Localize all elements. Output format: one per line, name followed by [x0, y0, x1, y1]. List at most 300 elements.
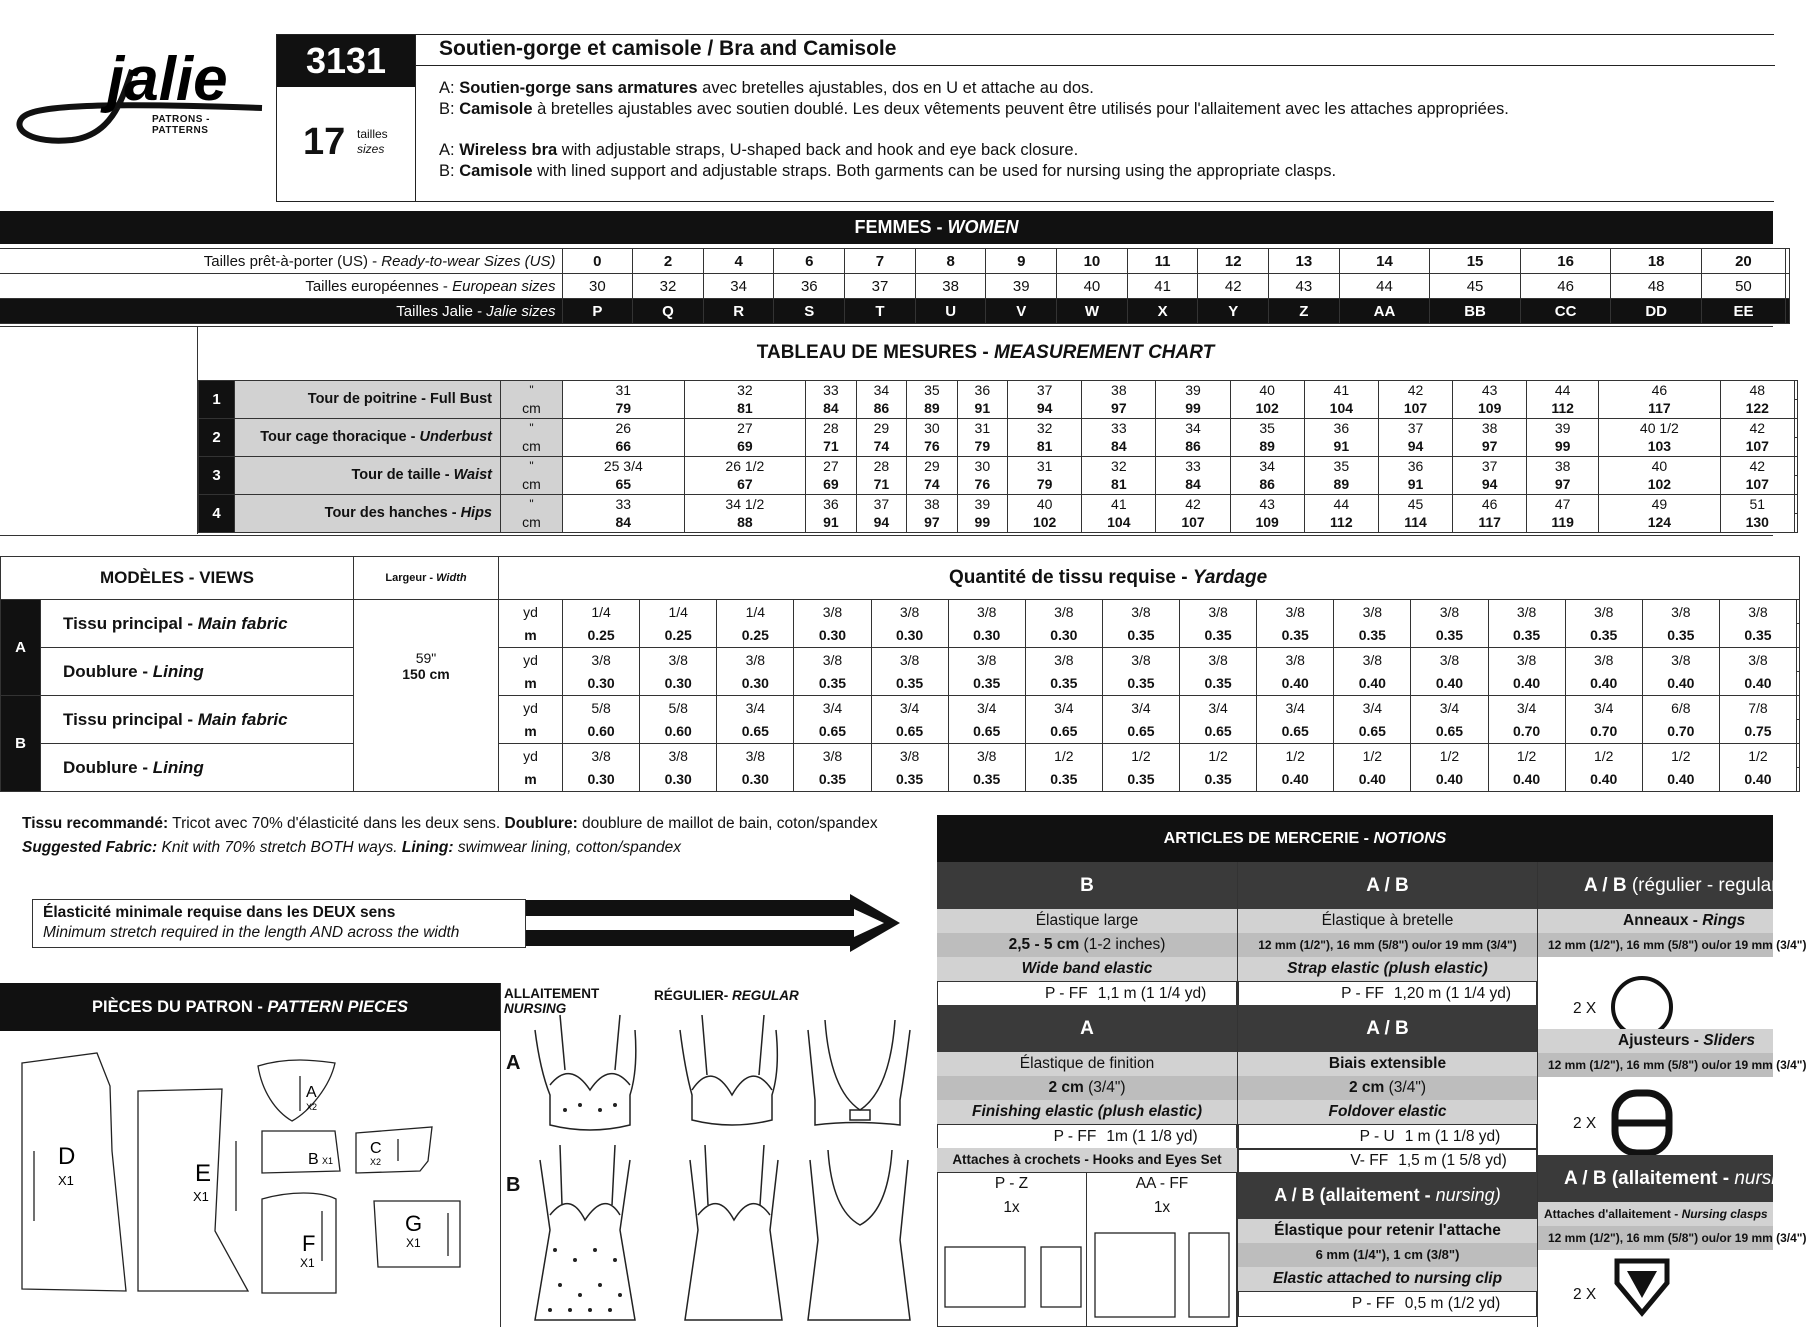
- measurement-inch: 35: [907, 381, 957, 400]
- piece-g-label: G: [405, 1211, 423, 1236]
- measurement-inch: 51: [1720, 495, 1794, 514]
- yardage-header: [1, 557, 1800, 600]
- bra-nursing-body: [535, 1030, 636, 1130]
- measurement-inch: 40 1/2: [1599, 419, 1721, 438]
- yardage-m: 0.70: [1565, 720, 1642, 744]
- yardage-m: 0.40: [1565, 768, 1642, 792]
- measurement-cm: 71: [856, 476, 906, 495]
- yardage-row-m: m 0.30 0.30 0.30 0.35 0.35 0.35 0.35 0.35 0.35 0.40 0.40 0.40 0.40 0.40 0.40 0.40: [1, 672, 1800, 696]
- yardage-yd: 3/4: [948, 696, 1025, 720]
- yardage-m: 0.70: [1488, 720, 1565, 744]
- size-cell: 12: [1198, 249, 1269, 274]
- pattern-title: Soutien-gorge et camisole / Bra and Camisole: [439, 37, 897, 60]
- yardage-yd: 3/4: [1180, 696, 1257, 720]
- yardage-row: B Tissu principal - Main fabric yd 5/8 5/8 3/4 3/4 3/4 3/4 3/4 3/4 3/4 3/4 3/4 3/4 3/4 3/4 6/8 7/8: [1, 696, 1800, 720]
- yardage-m: 0.75: [1719, 720, 1796, 744]
- measurement-row-cm: cm 66 69 71 74 76 79 81 84 86 89 91 94 97 99 103 107: [199, 438, 1798, 457]
- yardage-yd: 3/8: [1565, 600, 1642, 624]
- yardage-yd: 3/8: [563, 744, 640, 768]
- measurement-cm: 69: [806, 476, 856, 495]
- piece-e-count: X1: [193, 1189, 209, 1204]
- fabric-recommendation-en: Suggested Fabric: Knit with 70% stretch BOTH ways. Lining: swimwear lining, cotton/spandex: [22, 839, 681, 856]
- measurement-row-label: Tour cage thoracique - Underbust: [235, 419, 501, 457]
- yardage-m: 0.35: [1565, 624, 1642, 648]
- piece-a-label: A: [306, 1084, 317, 1101]
- yardage-m: 0.65: [871, 720, 948, 744]
- yardage-row-m: m 0.60 0.60 0.65 0.65 0.65 0.65 0.65 0.65 0.65 0.65 0.65 0.65 0.70 0.70 0.70 0.75: [1, 720, 1800, 744]
- yardage-m: 0.30: [563, 672, 640, 696]
- yardage-yd: 3/8: [1719, 648, 1796, 672]
- measurement-row-number: 4: [199, 495, 235, 533]
- size-cell: 37: [845, 274, 916, 299]
- measurement-table: [198, 380, 1798, 533]
- header-box: [276, 34, 1774, 202]
- yardage-m: 0.65: [1257, 720, 1334, 744]
- yardage-m: 0.25: [717, 624, 794, 648]
- size-cell: 0: [562, 249, 633, 274]
- piece-c-label: C: [370, 1140, 382, 1157]
- measurement-inch: 38: [1082, 381, 1156, 400]
- yardage-yd: 1/2: [1565, 744, 1642, 768]
- measurement-cm: 102: [1230, 400, 1304, 419]
- yardage-m: 0.35: [1180, 768, 1257, 792]
- yardage-m: 0.35: [948, 672, 1025, 696]
- measurement-cm: 130: [1720, 514, 1794, 533]
- sizes-label-fr: tailles: [357, 127, 388, 141]
- size-cell: AA: [1339, 299, 1430, 324]
- measurement-inch: 36: [806, 495, 856, 514]
- size-cell: 6: [774, 249, 845, 274]
- notion-col1-head: B: [937, 862, 1237, 909]
- piece-d-label: D: [58, 1143, 76, 1170]
- yardage-m: 0.65: [1411, 720, 1488, 744]
- yardage-m: 0.35: [1411, 624, 1488, 648]
- piece-a-outline: [258, 1060, 335, 1121]
- stretch-arrow-icon: [526, 894, 900, 953]
- yardage-m: 0.40: [1719, 672, 1796, 696]
- size-cell: 2: [633, 249, 704, 274]
- size-row-label: Tailles Jalie - Jalie sizes: [0, 299, 562, 324]
- measurement-inch: 33: [806, 381, 856, 400]
- yardage-m: 0.35: [871, 768, 948, 792]
- size-cell: 30: [562, 274, 633, 299]
- sizes-label-en: sizes: [357, 142, 385, 156]
- measurement-inch: 37: [856, 495, 906, 514]
- measurement-cm: 94: [1008, 400, 1082, 419]
- fabric-width: 59" 150 cm: [354, 600, 499, 792]
- yardage-yd: 3/8: [1180, 648, 1257, 672]
- nursing-label: ALLAITEMENT NURSING: [504, 986, 600, 1016]
- measurement-cm: 107: [1720, 438, 1794, 457]
- yardage-yd: 3/8: [948, 744, 1025, 768]
- yardage-m: 0.35: [1257, 624, 1334, 648]
- yardage-m: 0.35: [1488, 624, 1565, 648]
- width-heading: Largeur - Width: [354, 557, 499, 600]
- size-cell: EE: [1701, 299, 1785, 324]
- measurement-cm: 112: [1304, 514, 1378, 533]
- measurement-inch: 25 3/4: [563, 457, 685, 476]
- size-cell: Z: [1269, 299, 1340, 324]
- piece-b-count: X1: [322, 1156, 334, 1166]
- measurement-cm: 107: [1378, 400, 1452, 419]
- measurement-cm: 74: [856, 438, 906, 457]
- measurement-heading: TABLEAU DE MESURES - MEASUREMENT CHART: [756, 342, 1215, 363]
- yardage-m: 0.65: [1102, 720, 1179, 744]
- measurement-cm: 86: [1230, 476, 1304, 495]
- measurement-cm: 109: [1453, 400, 1527, 419]
- yardage-m: 0.30: [794, 624, 871, 648]
- yardage-yd: 3/8: [794, 600, 871, 624]
- measurement-inch: 44: [1304, 495, 1378, 514]
- pattern-number: 3131: [277, 35, 415, 87]
- measurement-row-cm: cm 65 67 69 71 74 76 79 81 84 86 89 91 94 97 102 107: [199, 476, 1798, 495]
- measurement-inch: 42: [1720, 457, 1794, 476]
- piece-c-count: X2: [370, 1157, 382, 1167]
- yardage-m: 0.40: [1257, 672, 1334, 696]
- measurement-inch: 36: [1304, 419, 1378, 438]
- measurement-inch: 37: [1378, 419, 1452, 438]
- measurement-inch: 41: [1304, 381, 1378, 400]
- yardage-m: 0.40: [1411, 768, 1488, 792]
- size-row-label: Tailles prêt-à-porter (US) - Ready-to-wear Sizes (US): [0, 249, 562, 274]
- size-cell: 13: [1269, 249, 1340, 274]
- views-heading: MODÈLES - VIEWS: [1, 557, 354, 600]
- measurement-inch: 26 1/2: [684, 457, 806, 476]
- measurement-inch: 37: [1008, 381, 1082, 400]
- measurement-inch: 38: [1527, 457, 1599, 476]
- measurement-cm: 76: [957, 476, 1007, 495]
- yardage-yd: 3/4: [1488, 696, 1565, 720]
- piece-b-label: B: [308, 1151, 319, 1168]
- measurement-inch: 34: [1230, 457, 1304, 476]
- size-cell: 18: [1611, 249, 1702, 274]
- illus-row-b: B: [506, 1174, 521, 1196]
- measurement-row-number: 3: [199, 457, 235, 495]
- measurement-inch: 32: [1008, 419, 1082, 438]
- yardage-row-label: Doublure - Lining: [41, 744, 354, 792]
- measurement-cm: 88: [684, 514, 806, 533]
- yardage-m: 0.40: [1719, 768, 1796, 792]
- measurement-row: 3 Tour de taille - Waist " 25 3/4 26 1/2 27 28 29 30 31 32 33 34 35 36 37 38 40 42: [199, 457, 1798, 476]
- measurement-cm: 104: [1304, 400, 1378, 419]
- yardage-yd: 3/8: [1102, 600, 1179, 624]
- measurement-row-cm: cm 79 81 84 86 89 91 94 97 99 102 104 107 109 112 117 122: [199, 400, 1798, 419]
- yardage-yd: 1/2: [1334, 744, 1411, 768]
- yardage-heading: Quantité de tissu requise - Yardage: [499, 557, 1800, 600]
- measurement-inch: 36: [1378, 457, 1452, 476]
- yardage-m: 0.40: [1334, 768, 1411, 792]
- yardage-yd: 3/4: [717, 696, 794, 720]
- yardage-m: 0.35: [1180, 624, 1257, 648]
- measurement-cm: 81: [1082, 476, 1156, 495]
- yardage-m: 0.65: [1334, 720, 1411, 744]
- measurement-cm: 84: [563, 514, 685, 533]
- size-cell: 10: [1057, 249, 1128, 274]
- measurement-cm: 109: [1230, 514, 1304, 533]
- measurement-cm: 84: [806, 400, 856, 419]
- yardage-yd: 1/4: [717, 600, 794, 624]
- yardage-yd: 3/8: [1257, 648, 1334, 672]
- size-cell: 34: [703, 274, 774, 299]
- desc-line-b-fr: B: Camisole à bretelles ajustables avec soutien doublé. Les deux vêtements peuvent être utilisés pour l'allaitement avec les attaches appropriées.: [439, 100, 1509, 118]
- yardage-m: 0.30: [640, 672, 717, 696]
- measurement-inch: 27: [806, 457, 856, 476]
- measurement-cm: 112: [1527, 400, 1599, 419]
- yardage-m: 0.30: [948, 624, 1025, 648]
- yardage-yd: 3/8: [1642, 648, 1719, 672]
- yardage-table: [0, 556, 1800, 792]
- measurement-inch: 33: [1082, 419, 1156, 438]
- yardage-m: 0.35: [1180, 672, 1257, 696]
- yardage-m: 0.30: [871, 624, 948, 648]
- measurement-inch: 39: [957, 495, 1007, 514]
- measurement-inch: 28: [806, 419, 856, 438]
- measurement-inch: 46: [1599, 381, 1721, 400]
- measurement-cm: 76: [907, 438, 957, 457]
- measurement-row-label: Tour de poitrine - Full Bust: [235, 381, 501, 419]
- yardage-yd: 3/8: [948, 600, 1025, 624]
- yardage-yd: 3/8: [640, 648, 717, 672]
- yardage-yd: 1/2: [1642, 744, 1719, 768]
- size-cell: 32: [633, 274, 704, 299]
- yardage-m: 0.40: [1334, 672, 1411, 696]
- yardage-m: 0.40: [1257, 768, 1334, 792]
- piece-c-outline: [356, 1127, 432, 1173]
- yardage-row-m: m 0.25 0.25 0.25 0.30 0.30 0.30 0.30 0.35 0.35 0.35 0.35 0.35 0.35 0.35 0.35 0.35: [1, 624, 1800, 648]
- measurement-inch: 29: [907, 457, 957, 476]
- measurement-inch: 42: [1378, 381, 1452, 400]
- measurement-cm: 97: [907, 514, 957, 533]
- yardage-yd: 3/8: [1411, 648, 1488, 672]
- measurement-cm: 91: [806, 514, 856, 533]
- yardage-row-label: Tissu principal - Main fabric: [41, 696, 354, 744]
- measurement-cm: 99: [1156, 400, 1230, 419]
- measurement-cm: 84: [1156, 476, 1230, 495]
- yardage-yd: 3/8: [871, 744, 948, 768]
- yardage-m: 0.30: [717, 768, 794, 792]
- measurement-inch: 40: [1599, 457, 1721, 476]
- measurement-cm: 94: [856, 514, 906, 533]
- yardage-yd: 3/4: [1411, 696, 1488, 720]
- yardage-m: 0.35: [794, 768, 871, 792]
- size-cell: 15: [1430, 249, 1521, 274]
- yardage-yd: 3/8: [640, 744, 717, 768]
- yardage-yd: 3/8: [1102, 648, 1179, 672]
- hook-eye-icon: [945, 1233, 1235, 1321]
- measurement-inch: 43: [1453, 381, 1527, 400]
- yardage-yd: 3/4: [1334, 696, 1411, 720]
- size-row: [0, 299, 1790, 324]
- yardage-yd: 3/4: [1025, 696, 1102, 720]
- yardage-yd: 3/8: [563, 648, 640, 672]
- measurement-inch: 42: [1720, 419, 1794, 438]
- yardage-yd: 3/4: [1257, 696, 1334, 720]
- measurement-cm: 91: [1304, 438, 1378, 457]
- yardage-m: 0.40: [1488, 672, 1565, 696]
- piece-g-count: X1: [406, 1236, 421, 1250]
- measurement-cm: 84: [1082, 438, 1156, 457]
- measurement-cm: 66: [563, 438, 685, 457]
- measurement-cm: 107: [1720, 476, 1794, 495]
- measurement-cm: 104: [1082, 514, 1156, 533]
- garment-illustrations: [520, 1010, 938, 1327]
- measurement-cm: 117: [1599, 400, 1721, 419]
- size-cell: 14: [1339, 249, 1430, 274]
- measurement-inch: 46: [1453, 495, 1527, 514]
- size-cell: 38: [915, 274, 986, 299]
- measurement-cm: 67: [684, 476, 806, 495]
- piece-d-count: X1: [58, 1173, 74, 1188]
- yardage-m: 0.65: [1180, 720, 1257, 744]
- measurement-inch: 40: [1230, 381, 1304, 400]
- measurement-row: 2 Tour cage thoracique - Underbust " 26 27 28 29 30 31 32 33 34 35 36 37 38 39 40 1/2 42: [199, 419, 1798, 438]
- yardage-yd: 6/8: [1642, 696, 1719, 720]
- size-row: [0, 249, 1790, 274]
- measurement-inch: 48: [1720, 381, 1794, 400]
- yardage-yd: 3/8: [1334, 648, 1411, 672]
- yardage-m: 0.35: [1025, 768, 1102, 792]
- measurement-inch: 29: [856, 419, 906, 438]
- size-row-label: Tailles européennes - European sizes: [0, 274, 562, 299]
- yardage-m: 0.40: [1488, 768, 1565, 792]
- yardage-m: 0.65: [717, 720, 794, 744]
- jalie-logo-icon: [12, 30, 262, 160]
- measurement-cm: 91: [957, 400, 1007, 419]
- size-cell: 39: [986, 274, 1057, 299]
- measurement-inch: 34: [856, 381, 906, 400]
- measurement-cm: 124: [1599, 514, 1721, 533]
- yardage-yd: 3/8: [1257, 600, 1334, 624]
- measurement-inch: 28: [856, 457, 906, 476]
- measurement-cm: 97: [1527, 476, 1599, 495]
- size-cell: 11: [1127, 249, 1198, 274]
- notion-a-head: A: [937, 1005, 1237, 1052]
- yardage-yd: 3/8: [1025, 648, 1102, 672]
- bra-nursing-cups: [550, 1074, 630, 1090]
- size-cell: Y: [1198, 299, 1269, 324]
- measurement-inch: 44: [1527, 381, 1599, 400]
- yardage-yd: 1/4: [640, 600, 717, 624]
- piece-b-outline: [262, 1131, 340, 1173]
- yardage-m: 0.65: [1025, 720, 1102, 744]
- size-cell: X: [1127, 299, 1198, 324]
- brand-logo: [12, 30, 262, 160]
- yardage-m: 0.35: [1102, 672, 1179, 696]
- yardage-m: 0.65: [948, 720, 1025, 744]
- measurement-cm: 122: [1720, 400, 1794, 419]
- yardage-m: 0.35: [794, 672, 871, 696]
- yardage-row: Doublure - Lining yd 3/8 3/8 3/8 3/8 3/8 3/8 1/2 1/2 1/2 1/2 1/2 1/2 1/2 1/2 1/2 1/2: [1, 744, 1800, 768]
- yardage-yd: 3/8: [717, 648, 794, 672]
- measurement-cm: 99: [1527, 438, 1599, 457]
- svg-text:jalie: jalie: [107, 45, 228, 114]
- yardage-m: 0.30: [563, 768, 640, 792]
- yardage-m: 0.40: [1642, 768, 1719, 792]
- measurement-inch: 35: [1304, 457, 1378, 476]
- size-cell: W: [1057, 299, 1128, 324]
- measurement-inch: 35: [1230, 419, 1304, 438]
- measurement-cm: 117: [1453, 514, 1527, 533]
- size-cell: R: [703, 299, 774, 324]
- measurement-inch: 30: [957, 457, 1007, 476]
- yardage-m: 0.35: [871, 672, 948, 696]
- measurement-inch: 26: [563, 419, 685, 438]
- yardage-m: 0.30: [717, 672, 794, 696]
- yardage-yd: 1/4: [563, 600, 640, 624]
- yardage-m: 0.40: [1642, 672, 1719, 696]
- desc-line-b-en: B: Camisole with lined support and adjustable straps. Both garments can be used for nursing using the appropriate clasps.: [439, 162, 1337, 180]
- measurement-cm: 89: [1304, 476, 1378, 495]
- measurement-cm: 89: [1230, 438, 1304, 457]
- measurement-inch: 31: [957, 419, 1007, 438]
- yardage-yd: 3/4: [871, 696, 948, 720]
- measurement-row: 4 Tour des hanches - Hips " 33 34 1/2 36 37 38 39 40 41 42 43 44 45 46 47 49 51: [199, 495, 1798, 514]
- yardage-yd: 3/8: [1488, 648, 1565, 672]
- measurement-cm: 119: [1527, 514, 1599, 533]
- size-cell: 44: [1339, 274, 1430, 299]
- measurement-cm: 81: [1008, 438, 1082, 457]
- measurement-cm: 103: [1599, 438, 1721, 457]
- regular-label: RÉGULIER- REGULAR: [654, 988, 799, 1003]
- measurement-cm: 86: [1156, 438, 1230, 457]
- yardage-yd: 3/8: [1025, 600, 1102, 624]
- yardage-yd: 5/8: [563, 696, 640, 720]
- yardage-row-m: m 0.30 0.30 0.30 0.35 0.35 0.35 0.35 0.35 0.35 0.40 0.40 0.40 0.40 0.40 0.40 0.40: [1, 768, 1800, 792]
- nursing-clasp-icon: [1607, 1253, 1677, 1327]
- yardage-yd: 3/8: [794, 744, 871, 768]
- measurement-cm: 107: [1156, 514, 1230, 533]
- yardage-yd: 1/2: [1488, 744, 1565, 768]
- yardage-yd: 3/8: [948, 648, 1025, 672]
- women-heading: FEMMES - WOMEN: [0, 211, 1773, 244]
- measurement-cm: 79: [957, 438, 1007, 457]
- measurement-cm: 81: [684, 400, 806, 419]
- yardage-m: 0.40: [1565, 672, 1642, 696]
- yardage-m: 0.35: [1102, 624, 1179, 648]
- yardage-yd: 1/2: [1102, 744, 1179, 768]
- yardage-yd: 1/2: [1719, 744, 1796, 768]
- size-cell: Q: [633, 299, 704, 324]
- yardage-m: 0.35: [1025, 672, 1102, 696]
- yardage-m: 0.30: [640, 768, 717, 792]
- yardage-m: 0.35: [1334, 624, 1411, 648]
- view-letter: A: [1, 600, 41, 696]
- notions-panel: ARTICLES DE MERCERIE - NOTIONS B Élastique large 2,5 - 5 cm (1-2 inches) Wide band elastic P - FF 1,1 m (1 1/4 yd) A / B Élastique à bretelle 12 mm (1/2"), 16 mm (5/8") ou/or 19 mm (3/4") Strap elastic (plush elastic) P - FF 1,20 m (1 1/4 yd) A / B (régulier - regular) Anneaux - Rings 12 mm (1/2"), 16 mm (5/8") ou/or 19 mm (3/4") 2 X Ajusteurs - Sliders 12 mm (1/2"), 16 mm (5/8") ou/or 19 mm (3/4") 2 X A / B (allaitement - nursing) Attaches d'allaitement - Nursing clasps 12 mm (1/2"), 16 mm (5/8") ou/or 19 mm (3/4") 2 X A Élastique de finition 2 cm (3/4") Finishing elastic (plush elastic) P - FF 1m (1 1/8 yd) Attaches à crochets - Hooks and Eyes Set P - Z 1x AA - FF 1x A / B Biais extensible 2 cm (3/4") Foldover elastic P - U 1 m (1 1/8 yd) V- FF 1,5 m (1 5/8 yd) A / B (allaitement - nursing) Élastique pour retenir l'attache 6 mm (1/4"), 1 cm (3/8") Elastic attached to nursing clip P - FF 0,5 m (1/2 yd): [937, 815, 1773, 1327]
- size-cell: BB: [1430, 299, 1521, 324]
- piece-f-outline: [262, 1193, 336, 1293]
- measurement-cm: 69: [684, 438, 806, 457]
- yardage-yd: 3/4: [1565, 696, 1642, 720]
- measurement-row-label: Tour des hanches - Hips: [235, 495, 501, 533]
- size-cell: 41: [1127, 274, 1198, 299]
- illus-row-a: A: [506, 1052, 521, 1074]
- measurement-cm: 114: [1378, 514, 1452, 533]
- size-cell: 40: [1057, 274, 1128, 299]
- yardage-m: 0.35: [1102, 768, 1179, 792]
- view-letter: B: [1, 696, 41, 792]
- yardage-m: 0.65: [794, 720, 871, 744]
- brand-tagline: PATRONS - PATTERNS: [152, 114, 211, 136]
- yardage-row: A Tissu principal - Main fabric 59" 150 cm yd 1/4 1/4 1/4 3/8 3/8 3/8 3/8 3/8 3/8 3/8 3/8 3/8 3/8 3/8 3/8 3/8: [1, 600, 1800, 624]
- yardage-m: 0.60: [563, 720, 640, 744]
- slider-icon: [1609, 1087, 1675, 1159]
- piece-f-label: F: [302, 1231, 316, 1256]
- measurement-cm: 71: [806, 438, 856, 457]
- measurement-inch: 27: [684, 419, 806, 438]
- yardage-yd: 5/8: [640, 696, 717, 720]
- yardage-yd: 1/2: [1257, 744, 1334, 768]
- yardage-m: 0.40: [1411, 672, 1488, 696]
